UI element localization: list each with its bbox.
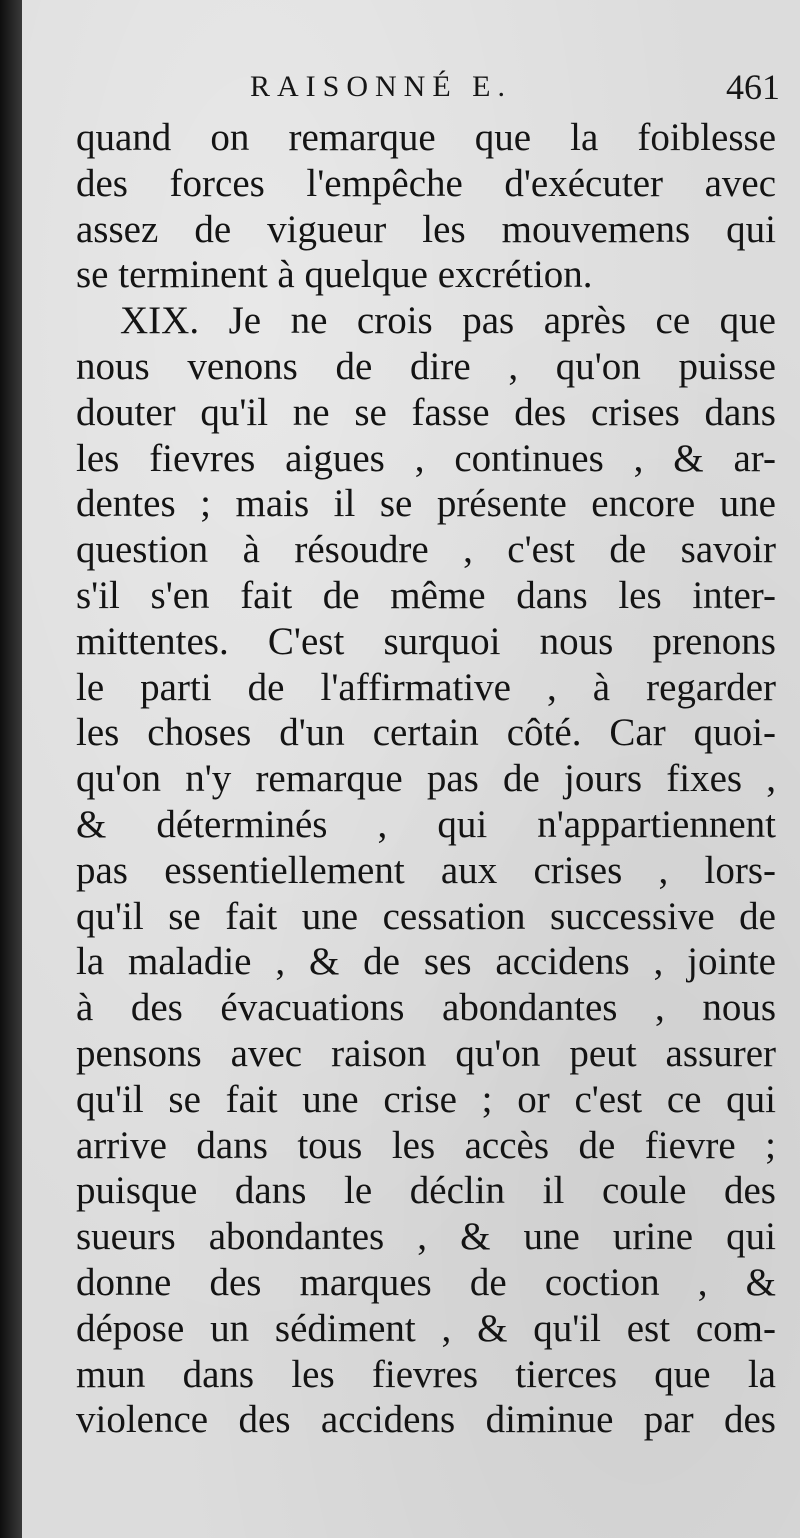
text-line: des forces l'empêche d'exécuter avec bbox=[76, 161, 776, 205]
text-line: sueurs abondantes , & une urine qui bbox=[76, 1215, 776, 1259]
text-line: arrive dans tous les accès de fievre ; bbox=[76, 1123, 776, 1167]
text-line: les choses d'un certain côté. Car quoi- bbox=[76, 711, 776, 755]
text-line: violence des accidens diminue par des bbox=[76, 1398, 776, 1442]
text-line: à des évacuations abondantes , nous bbox=[76, 986, 776, 1030]
book-gutter-shadow bbox=[0, 0, 22, 1538]
text-line: mun dans les fievres tierces que la bbox=[76, 1352, 776, 1396]
text-line: dentes ; mais il se présente encore une bbox=[76, 482, 776, 526]
page-number: 461 bbox=[726, 67, 780, 107]
body-text bbox=[76, 115, 776, 1443]
text-line: donne des marques de coction , & bbox=[76, 1260, 776, 1304]
page-header bbox=[22, 66, 800, 112]
text-line: le parti de l'affirmative , à regarder bbox=[76, 665, 776, 709]
text-line: les fievres aigues , continues , & ar- bbox=[76, 436, 776, 480]
text-line: la maladie , & de ses accidens , jointe bbox=[76, 940, 776, 984]
text-line: qu'on n'y remarque pas de jours fixes , bbox=[76, 757, 776, 801]
text-line: nous venons de dire , qu'on puisse bbox=[76, 344, 776, 388]
text-line: question à résoudre , c'est de savoir bbox=[76, 528, 776, 572]
running-head: RAISONNÉ E. bbox=[250, 70, 512, 103]
text-line: qu'il se fait une crise ; or c'est ce qui bbox=[76, 1077, 776, 1121]
text-line: & déterminés , qui n'appartiennent bbox=[76, 802, 776, 846]
text-line: s'il s'en fait de même dans les inter- bbox=[76, 573, 776, 617]
text-line: assez de vigueur les mouvemens qui bbox=[76, 207, 776, 251]
text-line: pensons avec raison qu'on peut assurer bbox=[76, 1031, 776, 1075]
text-line: mittentes. C'est surquoi nous prenons bbox=[76, 619, 776, 663]
text-line: qu'il se fait une cessation successive de bbox=[76, 894, 776, 938]
text-line: se terminent à quelque excrétion. bbox=[76, 253, 593, 297]
text-line: quand on remarque que la foiblesse bbox=[76, 116, 776, 159]
text-line: dépose un sédiment , & qu'il est com- bbox=[76, 1306, 776, 1350]
text-line: XIX. Je ne crois pas après ce que bbox=[120, 299, 776, 343]
text-line: puisque dans le déclin il coule des bbox=[76, 1169, 776, 1213]
text-line: douter qu'il ne se fasse des crises dans bbox=[76, 390, 776, 434]
text-line: pas essentiellement aux crises , lors- bbox=[76, 848, 776, 892]
book-page bbox=[22, 0, 800, 1538]
